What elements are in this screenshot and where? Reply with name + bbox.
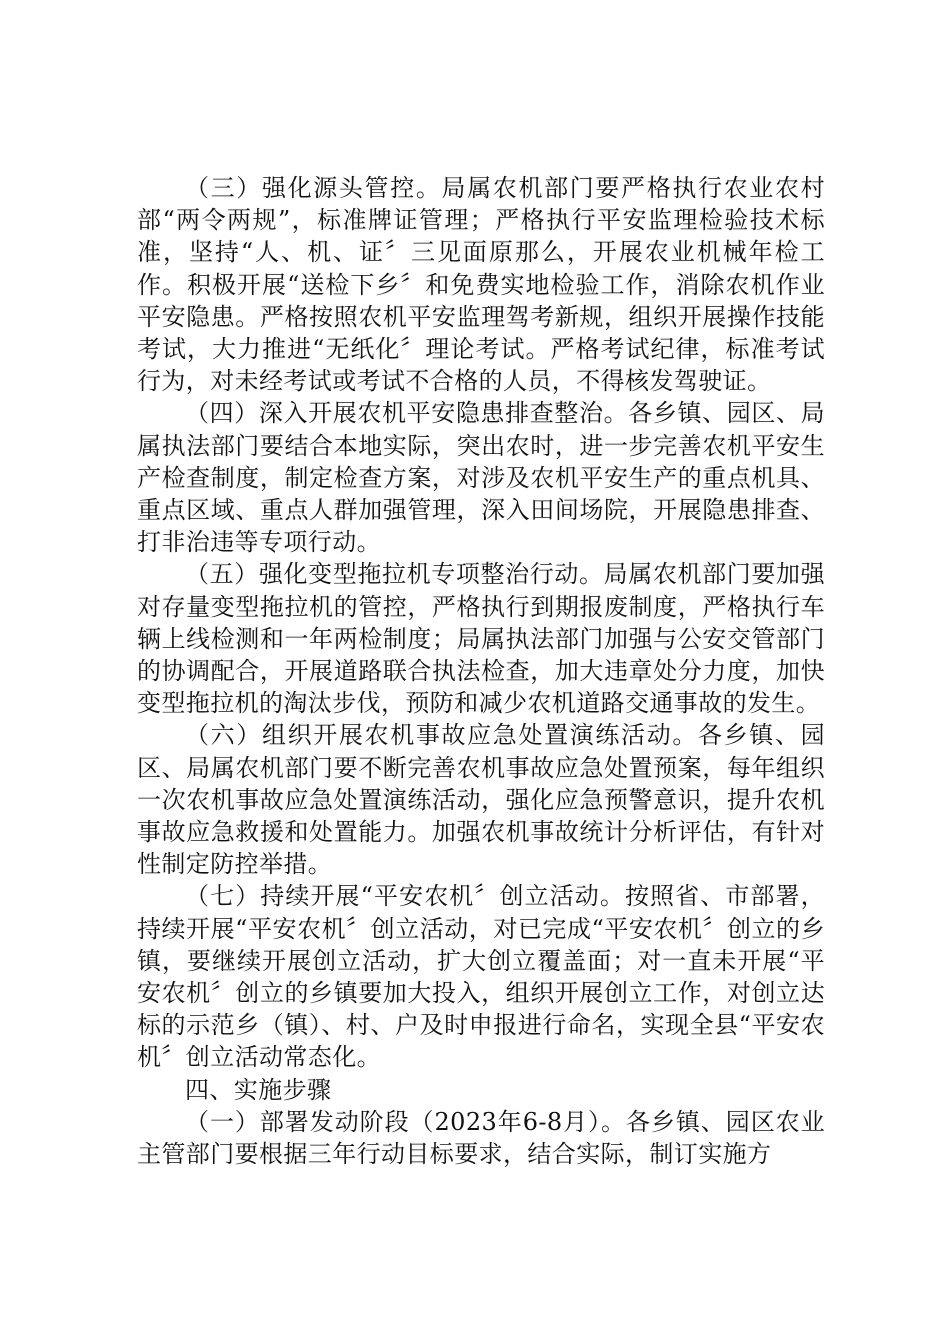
paragraph-hazard-inspection: （四）深入开展农机平安隐患排查整治。各乡镇、园区、局属执法部门要结合本地实际，突出农时，进一步完善农机平安生产检查制度，制定检查方案，对涉及农机平安生产的重点机具、重点区域、重点人群加强管理，深入田间场院，开展隐患排查、打非治违等专项行动。 xyxy=(137,399,825,557)
paragraph-source-control: （三）强化源头管控。局属农机部门要严格执行农业农村部“两令两规”，标准牌证管理；严格执行平安监理检验技术标准，坚持“人、机、证〞三见面原那么，开展农业机械年检工作。积极开展“送检下乡〞和免费实地检验工作，消除农机作业平安隐患。严格按照农机平安监理驾考新规，组织开展操作技能考试，大力推进“无纸化〞理论考试。严格考试纪律，标准考试行为，对未经考试或考试不合格的人员，不得核发驾驶证。 xyxy=(137,174,825,396)
section-heading-implementation-steps: 四、实施步骤 xyxy=(185,1075,332,1104)
paragraph-safe-machinery-campaign: （七）持续开展“平安农机〞创立活动。按照省、市部署，持续开展“平安农机〞创立活动，对已完成“平安农机〞创立的乡镇，要继续开展创立活动，扩大创立覆盖面；对一直未开展“平安农机〞创立的乡镇要加大投入，组织开展创立工作，对创立达标的示范乡（镇）、村、户及时申报进行命名，实现全县“平安农机〞创立活动常态化。 xyxy=(137,882,825,1072)
paragraph-deployment-stage: （一）部署发动阶段（2023年6-8月）。各乡镇、园区农业主管部门要根据三年行动目标要求，结合实际，制订实施方 xyxy=(137,1107,825,1169)
paragraph-emergency-drill: （六）组织开展农机事故应急处置演练活动。各乡镇、园区、局属农机部门要不断完善农机事故应急处置预案，每年组织一次农机事故应急处置演练活动，强化应急预警意识，提升农机事故应急救援和处置能力。加强农机事故统计分析评估，有针对性制定防控举措。 xyxy=(137,721,825,879)
document-body xyxy=(137,172,825,1170)
paragraph-tractor-rectification: （五）强化变型拖拉机专项整治行动。局属农机部门要加强对存量变型拖拉机的管控，严格执行到期报废制度，严格执行车辆上线检测和一年两检制度；局属执法部门加强与公安交管部门的协调配合，开展道路联合执法检查，加大违章处分力度，加快变型拖拉机的淘汰步伐，预防和减少农机道路交通事故的发生。 xyxy=(137,560,825,718)
